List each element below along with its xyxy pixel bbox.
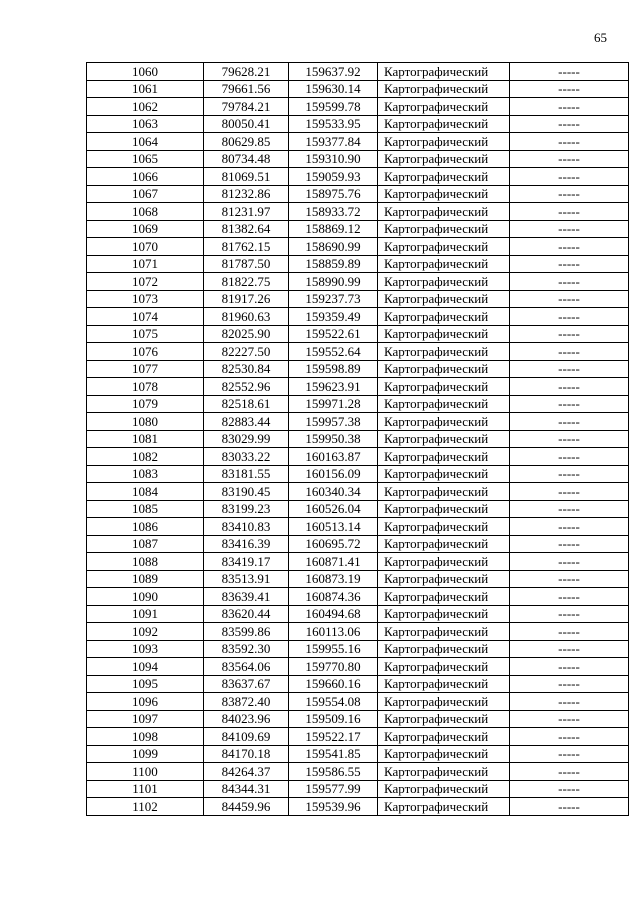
note-cell: -----: [510, 745, 629, 763]
y-coordinate-cell: 159586.55: [289, 763, 378, 781]
method-cell: Картографический: [378, 763, 510, 781]
y-coordinate-cell: 159522.61: [289, 325, 378, 343]
point-number-cell: 1078: [87, 378, 204, 396]
y-coordinate-cell: 160156.09: [289, 465, 378, 483]
point-number-cell: 1095: [87, 675, 204, 693]
note-cell: -----: [510, 518, 629, 536]
method-cell: Картографический: [378, 728, 510, 746]
note-cell: -----: [510, 360, 629, 378]
x-coordinate-cell: 83190.45: [204, 483, 289, 501]
method-cell: Картографический: [378, 605, 510, 623]
y-coordinate-cell: 160871.41: [289, 553, 378, 571]
point-number-cell: 1086: [87, 518, 204, 536]
x-coordinate-cell: 80734.48: [204, 150, 289, 168]
point-number-cell: 1063: [87, 115, 204, 133]
point-number-cell: 1061: [87, 80, 204, 98]
y-coordinate-cell: 159359.49: [289, 308, 378, 326]
method-cell: Картографический: [378, 325, 510, 343]
x-coordinate-cell: 83029.99: [204, 430, 289, 448]
table-row: [87, 290, 629, 308]
note-cell: -----: [510, 290, 629, 308]
y-coordinate-cell: 160874.36: [289, 588, 378, 606]
table-row: [87, 168, 629, 186]
table-row: [87, 63, 629, 81]
method-cell: Картографический: [378, 745, 510, 763]
point-number-cell: 1066: [87, 168, 204, 186]
method-cell: Картографический: [378, 255, 510, 273]
method-cell: Картографический: [378, 290, 510, 308]
table-row: [87, 780, 629, 798]
point-number-cell: 1065: [87, 150, 204, 168]
y-coordinate-cell: 159577.99: [289, 780, 378, 798]
table-row: [87, 483, 629, 501]
y-coordinate-cell: 160494.68: [289, 605, 378, 623]
x-coordinate-cell: 81822.75: [204, 273, 289, 291]
point-number-cell: 1064: [87, 133, 204, 151]
method-cell: Картографический: [378, 63, 510, 81]
table-row: [87, 465, 629, 483]
x-coordinate-cell: 81787.50: [204, 255, 289, 273]
y-coordinate-cell: 160695.72: [289, 535, 378, 553]
note-cell: -----: [510, 378, 629, 396]
note-cell: -----: [510, 150, 629, 168]
table-row: [87, 413, 629, 431]
method-cell: Картографический: [378, 203, 510, 221]
note-cell: -----: [510, 483, 629, 501]
x-coordinate-cell: 83416.39: [204, 535, 289, 553]
note-cell: -----: [510, 133, 629, 151]
point-number-cell: 1077: [87, 360, 204, 378]
x-coordinate-cell: 83199.23: [204, 500, 289, 518]
y-coordinate-cell: 159950.38: [289, 430, 378, 448]
x-coordinate-cell: 83181.55: [204, 465, 289, 483]
note-cell: -----: [510, 623, 629, 641]
note-cell: -----: [510, 465, 629, 483]
x-coordinate-cell: 81960.63: [204, 308, 289, 326]
table-row: [87, 150, 629, 168]
y-coordinate-cell: 158859.89: [289, 255, 378, 273]
method-cell: Картографический: [378, 220, 510, 238]
note-cell: -----: [510, 728, 629, 746]
table-row: [87, 763, 629, 781]
point-number-cell: 1094: [87, 658, 204, 676]
note-cell: -----: [510, 500, 629, 518]
y-coordinate-cell: 158990.99: [289, 273, 378, 291]
y-coordinate-cell: 159377.84: [289, 133, 378, 151]
table-row: [87, 343, 629, 361]
table-row: [87, 360, 629, 378]
x-coordinate-cell: 83620.44: [204, 605, 289, 623]
method-cell: Картографический: [378, 273, 510, 291]
point-number-cell: 1101: [87, 780, 204, 798]
method-cell: Картографический: [378, 115, 510, 133]
y-coordinate-cell: 159598.89: [289, 360, 378, 378]
x-coordinate-cell: 83599.86: [204, 623, 289, 641]
x-coordinate-cell: 83033.22: [204, 448, 289, 466]
note-cell: -----: [510, 535, 629, 553]
y-coordinate-cell: 158933.72: [289, 203, 378, 221]
table-row: [87, 798, 629, 816]
note-cell: -----: [510, 98, 629, 116]
table-row: [87, 745, 629, 763]
point-number-cell: 1073: [87, 290, 204, 308]
x-coordinate-cell: 79628.21: [204, 63, 289, 81]
y-coordinate-cell: 159971.28: [289, 395, 378, 413]
method-cell: Картографический: [378, 448, 510, 466]
table-row: [87, 588, 629, 606]
x-coordinate-cell: 84023.96: [204, 710, 289, 728]
x-coordinate-cell: 83637.67: [204, 675, 289, 693]
method-cell: Картографический: [378, 378, 510, 396]
x-coordinate-cell: 84459.96: [204, 798, 289, 816]
point-number-cell: 1083: [87, 465, 204, 483]
point-number-cell: 1096: [87, 693, 204, 711]
method-cell: Картографический: [378, 413, 510, 431]
x-coordinate-cell: 82530.84: [204, 360, 289, 378]
y-coordinate-cell: 160163.87: [289, 448, 378, 466]
table-row: [87, 220, 629, 238]
table-row: [87, 500, 629, 518]
y-coordinate-cell: 159630.14: [289, 80, 378, 98]
table-row: [87, 518, 629, 536]
note-cell: -----: [510, 308, 629, 326]
point-number-cell: 1089: [87, 570, 204, 588]
y-coordinate-cell: 158869.12: [289, 220, 378, 238]
note-cell: -----: [510, 203, 629, 221]
y-coordinate-cell: 160873.19: [289, 570, 378, 588]
y-coordinate-cell: 159599.78: [289, 98, 378, 116]
y-coordinate-cell: 159637.92: [289, 63, 378, 81]
method-cell: Картографический: [378, 308, 510, 326]
table-row: [87, 658, 629, 676]
table-row: [87, 325, 629, 343]
y-coordinate-cell: 159955.16: [289, 640, 378, 658]
point-number-cell: 1075: [87, 325, 204, 343]
method-cell: Картографический: [378, 553, 510, 571]
table-row: [87, 255, 629, 273]
note-cell: -----: [510, 325, 629, 343]
x-coordinate-cell: 82025.90: [204, 325, 289, 343]
y-coordinate-cell: 160113.06: [289, 623, 378, 641]
table-row: [87, 378, 629, 396]
note-cell: -----: [510, 780, 629, 798]
x-coordinate-cell: 79661.56: [204, 80, 289, 98]
x-coordinate-cell: 81232.86: [204, 185, 289, 203]
y-coordinate-cell: 159237.73: [289, 290, 378, 308]
x-coordinate-cell: 81231.97: [204, 203, 289, 221]
table-row: [87, 605, 629, 623]
table-row: [87, 115, 629, 133]
point-number-cell: 1070: [87, 238, 204, 256]
point-number-cell: 1084: [87, 483, 204, 501]
table-row: [87, 273, 629, 291]
y-coordinate-cell: 159552.64: [289, 343, 378, 361]
note-cell: -----: [510, 675, 629, 693]
point-number-cell: 1098: [87, 728, 204, 746]
method-cell: Картографический: [378, 500, 510, 518]
note-cell: -----: [510, 273, 629, 291]
coordinates-table-body: [87, 63, 629, 816]
x-coordinate-cell: 82227.50: [204, 343, 289, 361]
method-cell: Картографический: [378, 588, 510, 606]
method-cell: Картографический: [378, 465, 510, 483]
point-number-cell: 1087: [87, 535, 204, 553]
method-cell: Картографический: [378, 710, 510, 728]
note-cell: -----: [510, 448, 629, 466]
y-coordinate-cell: 159957.38: [289, 413, 378, 431]
note-cell: -----: [510, 553, 629, 571]
point-number-cell: 1062: [87, 98, 204, 116]
point-number-cell: 1074: [87, 308, 204, 326]
note-cell: -----: [510, 693, 629, 711]
method-cell: Картографический: [378, 658, 510, 676]
table-row: [87, 553, 629, 571]
y-coordinate-cell: 160526.04: [289, 500, 378, 518]
x-coordinate-cell: 84170.18: [204, 745, 289, 763]
y-coordinate-cell: 159623.91: [289, 378, 378, 396]
note-cell: -----: [510, 763, 629, 781]
method-cell: Картографический: [378, 693, 510, 711]
note-cell: -----: [510, 80, 629, 98]
page-number: 65: [594, 30, 607, 45]
method-cell: Картографический: [378, 185, 510, 203]
y-coordinate-cell: 159541.85: [289, 745, 378, 763]
table-row: [87, 710, 629, 728]
point-number-cell: 1082: [87, 448, 204, 466]
y-coordinate-cell: 159533.95: [289, 115, 378, 133]
point-number-cell: 1093: [87, 640, 204, 658]
method-cell: Картографический: [378, 98, 510, 116]
table-row: [87, 203, 629, 221]
point-number-cell: 1102: [87, 798, 204, 816]
table-row: [87, 308, 629, 326]
note-cell: -----: [510, 640, 629, 658]
note-cell: -----: [510, 115, 629, 133]
y-coordinate-cell: 158975.76: [289, 185, 378, 203]
table-row: [87, 133, 629, 151]
x-coordinate-cell: 83513.91: [204, 570, 289, 588]
y-coordinate-cell: 159059.93: [289, 168, 378, 186]
table-row: [87, 570, 629, 588]
note-cell: -----: [510, 168, 629, 186]
x-coordinate-cell: 83419.17: [204, 553, 289, 571]
y-coordinate-cell: 160513.14: [289, 518, 378, 536]
method-cell: Картографический: [378, 80, 510, 98]
note-cell: -----: [510, 570, 629, 588]
table-row: [87, 80, 629, 98]
note-cell: -----: [510, 343, 629, 361]
point-number-cell: 1069: [87, 220, 204, 238]
y-coordinate-cell: 159310.90: [289, 150, 378, 168]
point-number-cell: 1067: [87, 185, 204, 203]
point-number-cell: 1100: [87, 763, 204, 781]
table-row: [87, 693, 629, 711]
note-cell: -----: [510, 658, 629, 676]
x-coordinate-cell: 82883.44: [204, 413, 289, 431]
table-row: [87, 640, 629, 658]
note-cell: -----: [510, 798, 629, 816]
y-coordinate-cell: 159660.16: [289, 675, 378, 693]
method-cell: Картографический: [378, 780, 510, 798]
x-coordinate-cell: 84264.37: [204, 763, 289, 781]
method-cell: Картографический: [378, 395, 510, 413]
note-cell: -----: [510, 395, 629, 413]
method-cell: Картографический: [378, 133, 510, 151]
method-cell: Картографический: [378, 168, 510, 186]
y-coordinate-cell: 159509.16: [289, 710, 378, 728]
x-coordinate-cell: 83410.83: [204, 518, 289, 536]
x-coordinate-cell: 82552.96: [204, 378, 289, 396]
x-coordinate-cell: 79784.21: [204, 98, 289, 116]
method-cell: Картографический: [378, 150, 510, 168]
point-number-cell: 1081: [87, 430, 204, 448]
x-coordinate-cell: 81069.51: [204, 168, 289, 186]
x-coordinate-cell: 83564.06: [204, 658, 289, 676]
point-number-cell: 1079: [87, 395, 204, 413]
method-cell: Картографический: [378, 483, 510, 501]
method-cell: Картографический: [378, 238, 510, 256]
point-number-cell: 1099: [87, 745, 204, 763]
note-cell: -----: [510, 220, 629, 238]
y-coordinate-cell: 159770.80: [289, 658, 378, 676]
method-cell: Картографический: [378, 675, 510, 693]
note-cell: -----: [510, 413, 629, 431]
y-coordinate-cell: 159539.96: [289, 798, 378, 816]
x-coordinate-cell: 81382.64: [204, 220, 289, 238]
point-number-cell: 1068: [87, 203, 204, 221]
x-coordinate-cell: 80629.85: [204, 133, 289, 151]
x-coordinate-cell: 81917.26: [204, 290, 289, 308]
point-number-cell: 1080: [87, 413, 204, 431]
note-cell: -----: [510, 185, 629, 203]
note-cell: -----: [510, 588, 629, 606]
note-cell: -----: [510, 238, 629, 256]
table-row: [87, 623, 629, 641]
note-cell: -----: [510, 605, 629, 623]
method-cell: Картографический: [378, 798, 510, 816]
y-coordinate-cell: 160340.34: [289, 483, 378, 501]
method-cell: Картографический: [378, 570, 510, 588]
method-cell: Картографический: [378, 640, 510, 658]
method-cell: Картографический: [378, 343, 510, 361]
point-number-cell: 1091: [87, 605, 204, 623]
method-cell: Картографический: [378, 623, 510, 641]
table-row: [87, 238, 629, 256]
x-coordinate-cell: 83639.41: [204, 588, 289, 606]
point-number-cell: 1088: [87, 553, 204, 571]
table-row: [87, 728, 629, 746]
point-number-cell: 1092: [87, 623, 204, 641]
x-coordinate-cell: 83592.30: [204, 640, 289, 658]
x-coordinate-cell: 84344.31: [204, 780, 289, 798]
table-row: [87, 185, 629, 203]
table-row: [87, 448, 629, 466]
x-coordinate-cell: 82518.61: [204, 395, 289, 413]
table-row: [87, 98, 629, 116]
y-coordinate-cell: 158690.99: [289, 238, 378, 256]
table-row: [87, 535, 629, 553]
table-row: [87, 675, 629, 693]
x-coordinate-cell: 80050.41: [204, 115, 289, 133]
y-coordinate-cell: 159554.08: [289, 693, 378, 711]
method-cell: Картографический: [378, 518, 510, 536]
point-number-cell: 1072: [87, 273, 204, 291]
x-coordinate-cell: 84109.69: [204, 728, 289, 746]
y-coordinate-cell: 159522.17: [289, 728, 378, 746]
table-row: [87, 430, 629, 448]
note-cell: -----: [510, 255, 629, 273]
point-number-cell: 1085: [87, 500, 204, 518]
note-cell: -----: [510, 430, 629, 448]
x-coordinate-cell: 83872.40: [204, 693, 289, 711]
method-cell: Картографический: [378, 535, 510, 553]
point-number-cell: 1090: [87, 588, 204, 606]
point-number-cell: 1076: [87, 343, 204, 361]
method-cell: Картографический: [378, 430, 510, 448]
note-cell: -----: [510, 63, 629, 81]
coordinates-table: [86, 62, 629, 816]
point-number-cell: 1097: [87, 710, 204, 728]
point-number-cell: 1060: [87, 63, 204, 81]
method-cell: Картографический: [378, 360, 510, 378]
note-cell: -----: [510, 710, 629, 728]
table-row: [87, 395, 629, 413]
point-number-cell: 1071: [87, 255, 204, 273]
x-coordinate-cell: 81762.15: [204, 238, 289, 256]
